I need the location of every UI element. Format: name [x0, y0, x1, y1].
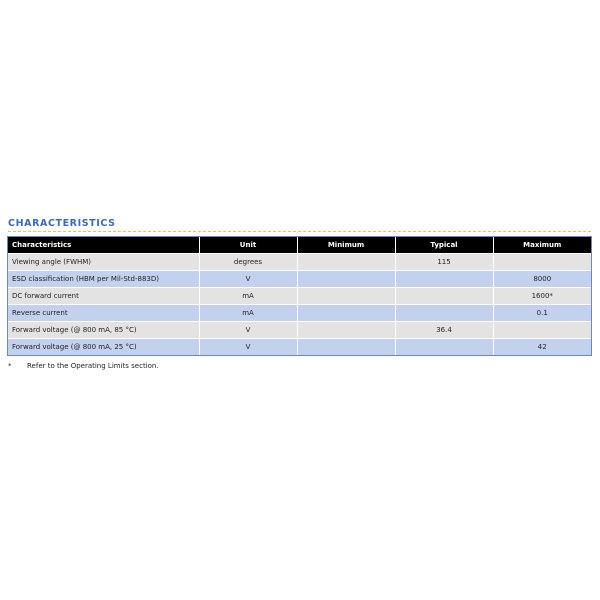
table-row	[8, 339, 591, 356]
cell-minimum	[297, 322, 395, 339]
cell-typical: 115	[395, 254, 493, 271]
cell-characteristic: ESD classification (HBM per Mil-Std-883D)	[8, 271, 199, 288]
cell-characteristic: DC forward current	[8, 288, 199, 305]
cell-minimum	[297, 288, 395, 305]
footnote	[8, 362, 159, 370]
characteristics-section	[8, 218, 591, 355]
header-typical: Typical	[395, 237, 493, 254]
section-title: CHARACTERISTICS	[8, 218, 116, 229]
cell-unit: degrees	[199, 254, 297, 271]
cell-maximum: 8000	[493, 271, 591, 288]
table-row	[8, 271, 591, 288]
cell-minimum	[297, 339, 395, 356]
cell-minimum	[297, 254, 395, 271]
cell-minimum	[297, 305, 395, 322]
table-row	[8, 288, 591, 305]
table-row	[8, 305, 591, 322]
footnote-mark: *	[8, 362, 12, 370]
table-header-row	[8, 237, 591, 254]
cell-unit: mA	[199, 288, 297, 305]
cell-unit: mA	[199, 305, 297, 322]
cell-characteristic: Reverse current	[8, 305, 199, 322]
cell-typical: 36.4	[395, 322, 493, 339]
header-characteristics: Characteristics	[8, 237, 199, 254]
header-minimum: Minimum	[297, 237, 395, 254]
table-row	[8, 322, 591, 339]
cell-maximum	[493, 322, 591, 339]
title-divider	[8, 231, 591, 232]
cell-unit: V	[199, 339, 297, 356]
cell-unit: V	[199, 271, 297, 288]
header-maximum: Maximum	[493, 237, 591, 254]
cell-maximum	[493, 254, 591, 271]
cell-maximum: 42	[493, 339, 591, 356]
header-unit: Unit	[199, 237, 297, 254]
cell-maximum: 1600*	[493, 288, 591, 305]
cell-typical	[395, 271, 493, 288]
cell-unit: V	[199, 322, 297, 339]
cell-minimum	[297, 271, 395, 288]
characteristics-table	[8, 237, 591, 355]
cell-maximum: 0.1	[493, 305, 591, 322]
cell-characteristic: Viewing angle (FWHM)	[8, 254, 199, 271]
cell-typical	[395, 305, 493, 322]
footnote-text: Refer to the Operating Limits section.	[27, 362, 159, 370]
cell-characteristic: Forward voltage (@ 800 mA, 85 °C)	[8, 322, 199, 339]
table-row	[8, 254, 591, 271]
cell-characteristic: Forward voltage (@ 800 mA, 25 °C)	[8, 339, 199, 356]
cell-typical	[395, 288, 493, 305]
cell-typical	[395, 339, 493, 356]
